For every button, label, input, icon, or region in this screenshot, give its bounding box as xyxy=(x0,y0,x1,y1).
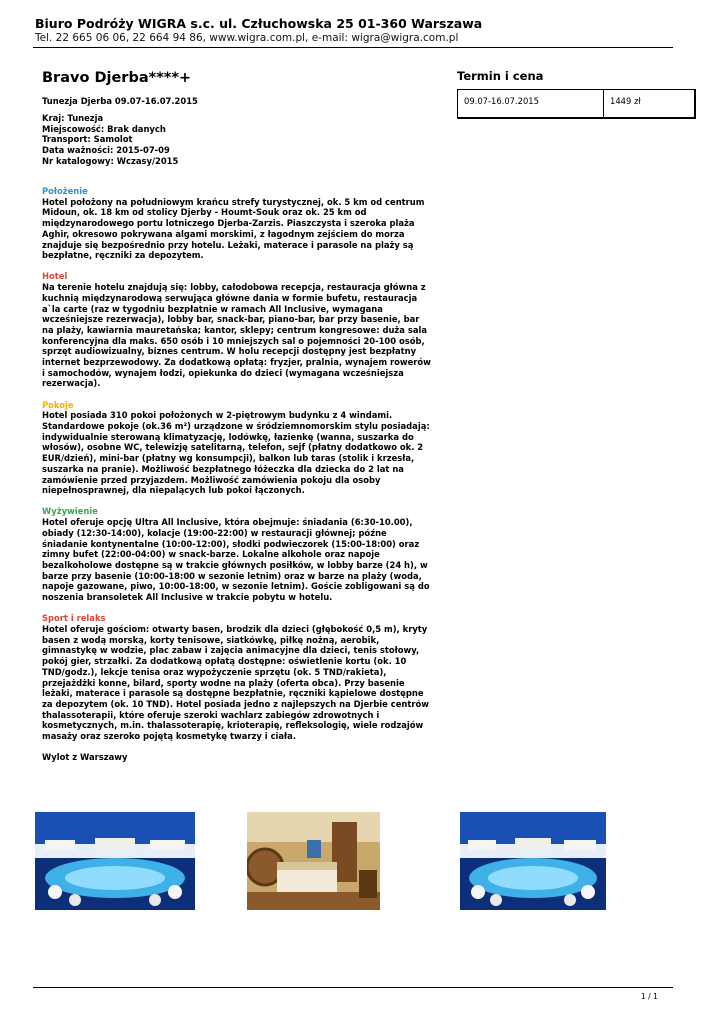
section-body xyxy=(42,624,442,742)
section-line: Midoun, ok. 18 km od stolicy Djerby - Houmt-Souk oraz ok. 25 km od xyxy=(42,207,367,218)
offer-details xyxy=(42,113,178,167)
section-body xyxy=(42,282,442,389)
section-title: Pokoje xyxy=(42,399,74,410)
section-line: basen z wodą morską, korty tenisowe, siatkówkę, piłkę nożną, aerobik, xyxy=(42,634,380,645)
section-line: kosmetycznych, m.in. thalassoterapię, krioterapię, refleksologię, wiele rodzajów xyxy=(42,720,424,731)
header-divider xyxy=(33,47,673,48)
description-sections xyxy=(42,186,442,752)
term-price-table xyxy=(457,89,696,119)
section-line: Hotel położony na południowym krańcu strefy turystycznej, ok. 5 km od centrum xyxy=(42,196,425,207)
section-line: Hotel oferuje gościom: otwarty basen, brodzik dla dzieci (głębokość 0,5 m), kryty xyxy=(42,624,428,635)
section-line: i samochodów, wynajem łodzi, opiekunka do dzieci (wymagana wcześniejsza xyxy=(42,367,404,378)
section-line: wcześniejsze rezerwacja), lobby bar, snack-bar, piano-bar, bar przy basenie, bar xyxy=(42,314,420,325)
section-line: a`la carte (raz w tygodniu bezpłatnie w ramach All Inclusive, wymagana xyxy=(42,303,383,314)
section-line: bezpłatne, ręczniki za depozytem. xyxy=(42,250,204,261)
section-line: sprzęt audiowizualny, biznes centrum. W holu recepcji dostępny jest bezpłatny xyxy=(42,346,417,357)
section-line: włosów), osobne WC, telewizję satelitarną, telefon, sejf (płatny dodatkowo ok. 2 xyxy=(42,442,424,453)
section-line: pokój gier, strzałki. Za dodatkową opłatą dostępne: oświetlenie kortu (ok. 10 xyxy=(42,656,407,667)
section-5 xyxy=(42,613,442,741)
section-line: suszarka na pranie). Możliwość bezpłatnego łóżeczka dla dziecka do 2 lat na xyxy=(42,463,404,474)
company-contact: Tel. 22 665 06 06, 22 664 94 86, www.wigra.com.pl, e-mail: wigra@wigra.com.pl xyxy=(35,32,459,44)
section-line: rezerwacja). xyxy=(42,378,101,389)
company-header xyxy=(35,16,685,45)
section-line: indywidualnie sterowaną klimatyzację, lodówkę, łazienkę (wanna, suszarka do xyxy=(42,431,414,442)
hotel-photo-pool-2 xyxy=(460,812,606,910)
section-line: thalassoterapii, które oferuje szeroki wachlarz zabiegów zdrowotnych i xyxy=(42,709,380,720)
detail-validity: Data ważności: 2015-07-09 xyxy=(42,145,170,156)
section-line: Hotel posiada 310 pokoi położonych w 2-piętrowym budynku z 4 windami. xyxy=(42,410,393,421)
section-line: zimny bufet (22:00-04:00) w snack-barze. Lokalne alkohole oraz napoje xyxy=(42,549,380,560)
section-2 xyxy=(42,271,442,389)
section-title: Wyżywienie xyxy=(42,506,98,517)
section-line: przejażdżki konne, bilard, sporty wodne na plaży (oferta obca). Przy basenie xyxy=(42,677,405,688)
hotel-photo-pool-1 xyxy=(35,812,195,910)
section-line: konferencyjna dla maks. 650 osób i 10 mniejszych sal o pojemności 20-100 osób, xyxy=(42,335,425,346)
section-1 xyxy=(42,186,442,261)
section-line: Hotel oferuje opcję Ultra All Inclusive, która obejmuje: śniadania (6:30-10.00), xyxy=(42,517,413,528)
detail-location: Miejscowość: Brak danych xyxy=(42,123,166,134)
section-line: zamówienie przed przyjazdem. Możliwość zamówienia pokoju dla osoby xyxy=(42,474,381,485)
section-line: Aghir, okresowo pokrywana algami morskimi, z łagodnym zejściem do morza xyxy=(42,228,405,239)
section-line: na plaży, kawiarnia mauretańska; kantor, sklepy; centrum kongresowe: duża sala xyxy=(42,324,428,335)
section-line: Standardowe pokoje (ok.36 m²) urządzone w śródziemnomorskim stylu posiadają: xyxy=(42,421,430,432)
section-line: napoje gazowane, piwo, 10:00-18:00, w sezonie letnim). Goście zobligowani są do xyxy=(42,581,430,592)
section-body xyxy=(42,517,442,603)
offer-subtitle: Tunezja Djerba 09.07-16.07.2015 xyxy=(42,96,198,106)
offer-title: Bravo Djerba****+ xyxy=(42,70,192,86)
page-number: 1 / 1 xyxy=(641,992,658,1001)
section-line: noszenia bransoletek All Inclusive w trakcie pobytu w hotelu. xyxy=(42,592,333,603)
section-title: Sport i relaks xyxy=(42,613,106,624)
section-line: niepełnosprawnej, dla niepalących lub pokoi łączonych. xyxy=(42,485,305,496)
section-line: znajduje się bezpośrednio przy hotelu. Leżaki, materace i parasole na plaży są xyxy=(42,239,414,250)
departure-info: Wylot z Warszawy xyxy=(42,752,128,762)
section-line: barze przy basenie (10:00-18:00 w sezonie letnim) oraz w barze na plaży (woda, xyxy=(42,570,422,581)
section-4 xyxy=(42,506,442,602)
section-line: obiady (12:30-14:00), kolacje (19:00-22:00) w restauracji głównej; późne xyxy=(42,527,387,538)
section-title: Hotel xyxy=(42,271,68,282)
section-line: EUR/dzień), mini-bar (płatny wg konsumpcji), balkon lub taras (stolik i krzesła, xyxy=(42,453,415,464)
section-line: masaży oraz szeroko pojętą kosmetykę twarzy i ciała. xyxy=(42,731,297,742)
section-title: Położenie xyxy=(42,186,88,196)
term-dates: 09.07-16.07.2015 xyxy=(458,90,604,117)
detail-country: Kraj: Tunezja xyxy=(42,113,104,123)
term-price: 1449 zł xyxy=(610,96,641,106)
detail-transport: Transport: Samolot xyxy=(42,134,133,145)
section-line: za depozytem (ok. 10 TND). Hotel posiada jedno z najlepszych na Djerbie centrów xyxy=(42,698,430,709)
section-line: bezalkoholowe dostępne są w trakcie głównych posiłków, w lobby barze (24 h), w xyxy=(42,560,428,570)
section-body xyxy=(42,197,442,261)
section-line: gimnastykę w wodzie, plac zabaw i zajęcia animacyjne dla dzieci, tenis stołowy, xyxy=(42,645,420,656)
section-body xyxy=(42,410,442,496)
term-price-heading: Termin i cena xyxy=(457,69,544,83)
section-line: śniadanie kontynentalne (10:00-12:00), słodki podwieczorek (15:00-18:00) oraz xyxy=(42,538,420,549)
section-line: leżaki, materace i parasole są dostępne bezpłatnie, ręczniki kąpielowe dostępne xyxy=(42,688,424,699)
hotel-photo-room xyxy=(247,812,380,910)
footer-divider xyxy=(33,987,673,988)
detail-catalog-number: Nr katalogowy: Wczasy/2015 xyxy=(42,155,179,166)
section-line: kuchnią międzynarodową serwująca główne dania w formie bufetu, restauracja xyxy=(42,292,418,303)
section-3 xyxy=(42,400,442,496)
section-line: TND/godz.), lekcje tenisa oraz wypożyczenie sprzętu (ok. 5 TND/rakieta), xyxy=(42,666,387,677)
section-line: międzynarodowego portu lotniczego Djerba-Zarzis. Piaszczysta i szeroka plaża xyxy=(42,218,415,229)
section-line: internet bezprzewodowy. Za dodatkową opłatą: fryzjer, pralnia, wynajem rowerów xyxy=(42,357,431,368)
section-line: Na terenie hotelu znajdują się: lobby, całodobowa recepcja, restauracja główna z xyxy=(42,282,426,293)
company-address: Biuro Podróży WIGRA s.c. ul. Człuchowska 25 01-360 Warszawa xyxy=(35,16,483,31)
